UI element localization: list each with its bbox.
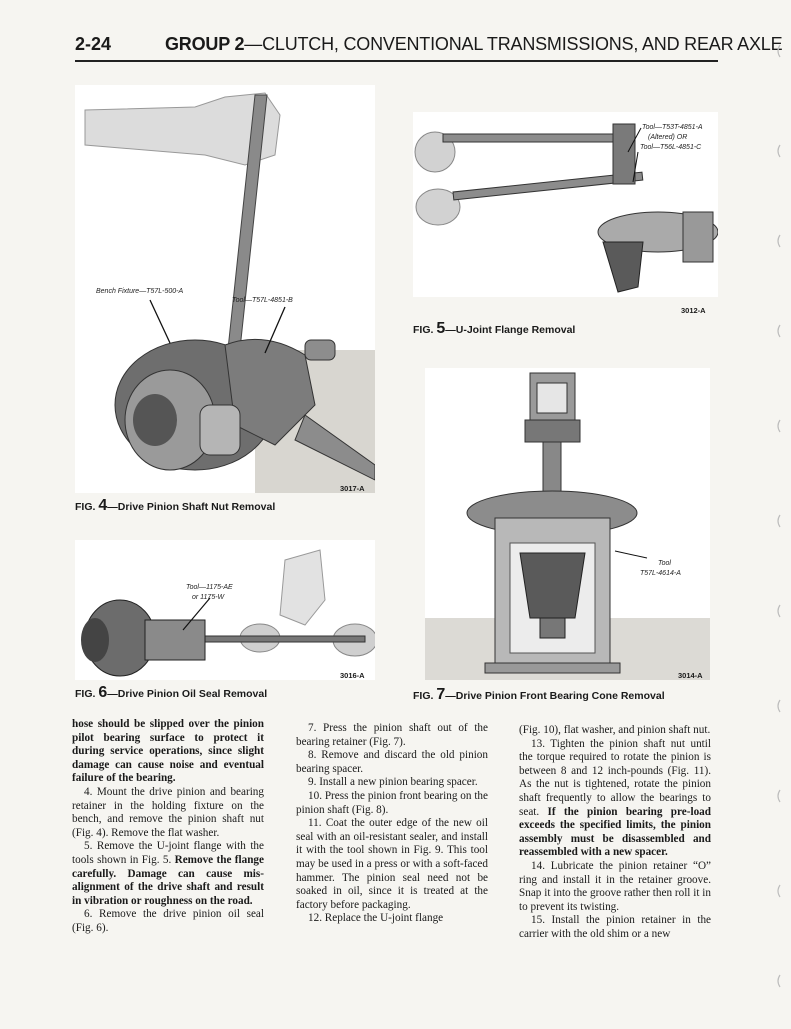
binding-holes [770, 0, 790, 1024]
col1-paragraph-3-bold: Remove the flange carefully. Damage can cause mis-alignment of the drive shaft and result in vibration or roughness on the road. [72, 853, 264, 907]
fig7-caption-number: 7 [436, 686, 446, 703]
fig5-caption [413, 320, 575, 338]
fig6-caption-prefix: FIG. [75, 688, 99, 700]
text-column-3 [519, 724, 711, 942]
fig7-caption-text: —Drive Pinion Front Bearing Cone Removal [445, 690, 665, 702]
col1-paragraph-3-text: 5. Remove the U-joint flange with the tools shown in Fig. 5. [72, 840, 264, 866]
fig4-code: 3017-A [340, 484, 365, 493]
col3-paragraph-4: 15. Install the pinion retainer in the carrier with the old shim or a new [519, 914, 711, 940]
page-number: 2-24 [75, 34, 112, 54]
col1-paragraph-3 [72, 840, 264, 908]
fig5-callout-tool-1: Tool—T53T-4851-A [642, 124, 703, 131]
fig7-code: 3014-A [678, 671, 703, 680]
fig6-caption-number: 6 [98, 684, 108, 701]
fig6-caption-text: —Drive Pinion Oil Seal Removal [107, 688, 268, 700]
fig6-callout-tool: Tool—1175-AE [186, 584, 233, 591]
fig6-photo [75, 540, 375, 680]
col1-paragraph-2: 4. Mount the drive pinion and bearing retainer in the holding fixture on the bench, and remove the pinion shaft nut (Fig. 4). Remove the flat washer. [72, 785, 264, 839]
col2-paragraph-3: 9. Install a new pinion bearing spacer. [308, 776, 478, 789]
fig5-caption-number: 5 [436, 320, 446, 337]
col3-paragraph-2-bold: If the pinion bearing pre-load exceeds the specified limits, the pinion assembly must be disassembled and reassembled with a new spacer. [519, 805, 711, 859]
fig5-caption-text: —U-Joint Flange Removal [445, 324, 576, 336]
fig4-callout-bench-fixture: Bench Fixture—T57L-500-A [96, 288, 184, 295]
col3-paragraph-2-text: 13. Tighten the pinion shaft nut until the torque required to rotate the pinion is between 8 and 12 inch-pounds (Fig. 11). As the nut is tightened, rotate the pinion shaft frequently to allow the bearings to seat. [519, 737, 711, 818]
header-title-text: —CLUTCH, CONVENTIONAL TRANSMISSIONS, AND REAR AXLE [244, 34, 783, 54]
fig7-caption-prefix: FIG. [413, 690, 437, 702]
fig4-caption-text: —Drive Pinion Shaft Nut Removal [107, 501, 276, 513]
col1-paragraph-4: 6. Remove the drive pinion oil seal (Fig. 6). [72, 908, 264, 934]
col2-paragraph-4: 10. Press the pinion front bearing on the pinion shaft (Fig. 8). [296, 789, 488, 816]
fig7-callout-number: T57L-4614-A [640, 570, 681, 577]
col2-paragraph-1: 7. Press the pinion shaft out of the bearing retainer (Fig. 7). [296, 722, 488, 748]
text-column-1 [72, 718, 264, 936]
header-rule [75, 60, 718, 62]
fig5-callout-tool-2: Tool—T56L-4851-C [640, 144, 702, 151]
col2-paragraph-6: 12. Replace the U-joint flange [308, 912, 444, 925]
fig6-code: 3016-A [340, 671, 365, 680]
fig5-code: 3012-A [681, 306, 706, 315]
page-header-title [165, 34, 782, 55]
group-label: GROUP 2 [165, 34, 245, 54]
col2-paragraph-5: 11. Coat the outer edge of the new oil seal with an oil-resistant sealer, and install it with the tool shown in Fig. 9. This tool may be used in a press or with a soft-faced hammer. The pinion seal need not be soaked in oil, since it is treated at the factory before packaging. [296, 817, 488, 911]
fig4-caption-number: 4 [98, 497, 108, 514]
fig7-callout-tool: Tool [658, 560, 671, 567]
fig5-caption-prefix: FIG. [413, 324, 437, 336]
fig4-caption-prefix: FIG. [75, 501, 99, 513]
col1-paragraph-1-bold: hose should be slipped over the pinion pilot bearing surface to protect it during service operations, since slight damage can cause noise and eventual failure of the bearing. [72, 718, 264, 785]
col3-paragraph-2 [519, 738, 711, 860]
text-column-2 [296, 722, 488, 926]
fig5-callout-altered: (Altered) OR [648, 134, 688, 141]
fig4-callout-tool: Tool—T57L-4851-B [232, 297, 293, 304]
col2-paragraph-2: 8. Remove and discard the old pinion bearing spacer. [296, 749, 488, 775]
fig4-caption [75, 497, 275, 515]
fig7-photo [425, 368, 710, 680]
fig6-callout-alt: or 1175-W [192, 594, 225, 601]
col3-paragraph-3: 14. Lubricate the pinion retainer “O” ring and install it in the retainer groove. Snap it into the groove rather then roll it in to prevent its twisting. [519, 859, 711, 913]
col1-paragraph-1 [72, 718, 264, 786]
fig6-caption [75, 684, 267, 702]
col3-paragraph-1: (Fig. 10), flat washer, and pinion shaft nut. [519, 724, 711, 736]
fig7-caption [413, 686, 665, 704]
